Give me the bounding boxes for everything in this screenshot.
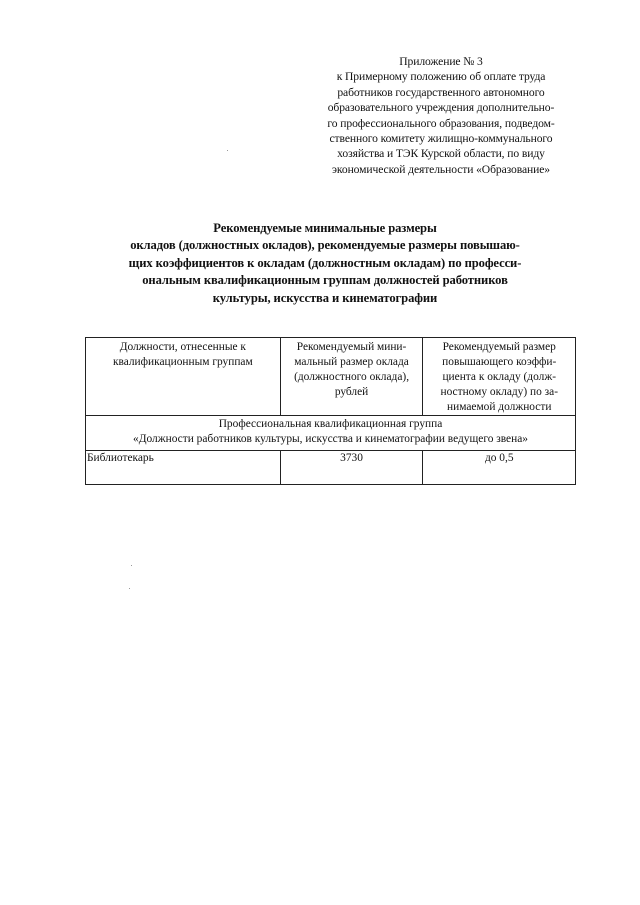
appendix-line: к Примерному положению об оплате труда — [336, 70, 546, 84]
header-text: ностному окладу) по за- — [440, 386, 558, 398]
header-text: мальный размер оклада — [294, 356, 409, 368]
table-row — [86, 451, 576, 485]
group-title: Профессиональная квалификационная группа — [218, 418, 443, 430]
scan-speck — [131, 565, 132, 566]
scan-speck — [227, 150, 228, 151]
header-position — [86, 338, 281, 416]
cell-salary: 3730 — [280, 451, 423, 485]
header-text: рублей — [334, 386, 369, 398]
header-text: Должности, отнесенные к — [119, 341, 246, 353]
cell-position: Библиотекарь — [86, 451, 281, 485]
appendix-line: образовательного учреждения дополнительно- — [327, 101, 555, 115]
header-text: нимаемой должности — [447, 401, 552, 413]
appendix-line: Приложение № 3 — [399, 55, 483, 68]
heading-line: окладов (должностных окладов), рекомендуемые размеры повышаю- — [130, 238, 520, 253]
qualification-group — [86, 416, 576, 451]
header-salary — [280, 338, 423, 416]
document-heading — [80, 220, 570, 307]
appendix-line: хозяйства и ТЭК Курской области, по виду — [337, 147, 545, 161]
heading-line: культуры, искусства и кинематографии — [212, 290, 438, 305]
appendix-line: го профессионального образования, подведом- — [327, 116, 555, 130]
header-text: Рекомендуемый размер — [442, 341, 556, 353]
header-text: квалификационным группам — [112, 356, 253, 368]
group-name: «Должности работников культуры, искусства и кинематографии ведущего звена» — [133, 433, 528, 445]
heading-line: ональным квалификационным группам должностей работников — [142, 273, 508, 288]
table-header-row — [86, 338, 576, 416]
scan-speck — [129, 588, 130, 589]
appendix-line: ственного комитету жилищно-коммунального — [329, 132, 553, 146]
header-text: циента к окладу (долж- — [442, 371, 556, 383]
heading-line: Рекомендуемые минимальные размеры — [213, 221, 437, 235]
header-coefficient — [423, 338, 576, 416]
appendix-note — [306, 54, 576, 177]
appendix-line: работников государственного автономного — [337, 85, 545, 99]
heading-line: щих коэффициентов к окладам (должностным окладам) по професси- — [128, 255, 522, 270]
group-row — [86, 416, 576, 451]
header-text: (должностного оклада), — [294, 371, 410, 383]
appendix-line: экономической деятельности «Образование» — [332, 162, 550, 176]
header-text: повышающего коэффи- — [442, 356, 557, 368]
cell-coefficient: до 0,5 — [423, 451, 576, 485]
header-text: Рекомендуемый мини- — [296, 341, 407, 353]
salary-table — [85, 337, 576, 485]
